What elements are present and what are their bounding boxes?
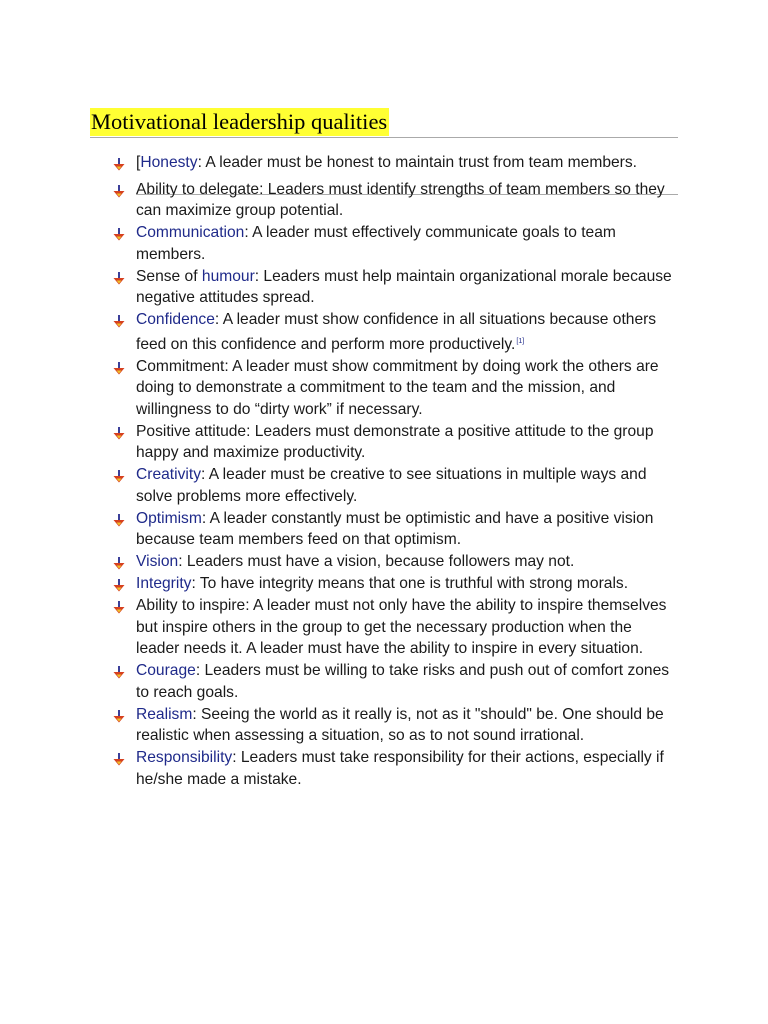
- item-text: : Leaders must help maintain organizational morale because negative attitudes spread.: [136, 267, 672, 306]
- down-arrow-bullet-icon: [113, 666, 125, 679]
- down-arrow-bullet-icon: [113, 555, 125, 568]
- list-item: [113, 551, 678, 573]
- down-arrow-bullet-icon: [113, 315, 125, 328]
- list-item: [113, 747, 678, 790]
- list-item: [113, 660, 678, 703]
- down-arrow-bullet-icon: [113, 185, 125, 198]
- item-term-link[interactable]: Optimism: [136, 509, 202, 527]
- item-term-link[interactable]: Vision: [136, 553, 179, 570]
- item-term-link[interactable]: Realism: [136, 705, 193, 723]
- down-arrow-bullet-icon: [113, 360, 125, 373]
- down-arrow-bullet-icon: [113, 664, 125, 677]
- down-arrow-bullet-icon: [113, 753, 125, 766]
- item-text: : A leader must be creative to see situations in multiple ways and solve problems more effectively.: [136, 466, 647, 505]
- item-term-link[interactable]: Communication: [136, 224, 245, 241]
- item-term-link[interactable]: Honesty: [140, 154, 198, 171]
- item-text: Ability to delegate: Leaders must identify strengths of team members so they can maximize group potential.: [136, 180, 665, 219]
- item-text: : A leader must effectively communicate goals to team members.: [136, 224, 616, 263]
- down-arrow-bullet-icon: [113, 468, 125, 481]
- item-text: : Leaders must be willing to take risks and push out of comfort zones to reach goals.: [136, 662, 670, 701]
- qualities-list: [113, 152, 678, 791]
- item-term-link[interactable]: Confidence: [136, 311, 215, 328]
- list-item: [113, 179, 678, 222]
- down-arrow-bullet-icon: [113, 156, 125, 169]
- down-arrow-bullet-icon: [113, 362, 125, 375]
- down-arrow-bullet-icon: [113, 427, 125, 440]
- item-term-link[interactable]: humour: [201, 267, 255, 285]
- down-arrow-bullet-icon: [113, 313, 125, 326]
- item-term-link[interactable]: Integrity: [136, 575, 192, 592]
- down-arrow-bullet-icon: [113, 158, 125, 171]
- item-text: Ability to inspire: A leader must not only have the ability to inspire themselves but inspire others in the group to get the necessary production when the leader needs it. A leader must have the ability to inspire in every situation.: [136, 597, 667, 657]
- list-item: [113, 222, 678, 265]
- item-text: : A leader must be honest to maintain trust from team members.: [197, 154, 637, 171]
- down-arrow-bullet-icon: [113, 710, 125, 723]
- down-arrow-bullet-icon: [113, 601, 125, 614]
- section-heading-rule: [90, 108, 678, 138]
- item-text: : A leader constantly must be optimistic and have a positive vision because team members feed on that optimism.: [136, 509, 654, 548]
- down-arrow-bullet-icon: [113, 514, 125, 527]
- item-text: : Leaders must have a vision, because followers may not.: [178, 553, 575, 570]
- list-item: [113, 595, 678, 660]
- item-term-link[interactable]: Courage: [136, 662, 196, 679]
- section-heading: Motivational leadership qualities: [91, 109, 388, 134]
- down-arrow-bullet-icon: [113, 708, 125, 721]
- item-text: : Seeing the world as it really is, not as it "should" be. One should be realistic when assessing a situation, so as to not sound irrational.: [136, 705, 664, 744]
- item-text: : Leaders must take responsibility for their actions, especially if he/she made a mistake.: [136, 749, 664, 788]
- down-arrow-bullet-icon: [113, 270, 125, 283]
- down-arrow-bullet-icon: [113, 228, 125, 241]
- list-item: [113, 356, 678, 421]
- item-text: : To have integrity means that one is truthful with strong morals.: [191, 575, 629, 592]
- down-arrow-bullet-icon: [113, 425, 125, 438]
- item-term-link[interactable]: Creativity: [136, 466, 201, 483]
- down-arrow-bullet-icon: [113, 512, 125, 525]
- citation-link[interactable]: [1]: [516, 337, 525, 345]
- down-arrow-bullet-icon: [113, 579, 125, 592]
- list-item: [113, 309, 678, 355]
- list-item: [113, 704, 678, 747]
- item-term-link[interactable]: Responsibility: [136, 749, 233, 766]
- list-item: [113, 421, 678, 464]
- item-text: Commitment: A leader must show commitment by doing work the others are doing to demonstrate a commitment to the team and the mission, and willingness to do “dirty work” if necessary.: [136, 357, 659, 418]
- down-arrow-bullet-icon: [113, 577, 125, 590]
- item-text: Positive attitude: Leaders must demonstrate a positive attitude to the group happy and maximize productivity.: [136, 422, 654, 461]
- item-text: : A leader must show confidence in all situations because others feed on this confidence and perform more productively.: [136, 311, 657, 353]
- list-item: [113, 464, 678, 507]
- item-prefix: [: [136, 154, 141, 171]
- down-arrow-bullet-icon: [113, 226, 125, 239]
- list-item: [113, 266, 678, 309]
- list-item: [113, 152, 678, 174]
- list-item: [113, 508, 678, 551]
- down-arrow-bullet-icon: [113, 470, 125, 483]
- down-arrow-bullet-icon: [113, 599, 125, 612]
- down-arrow-bullet-icon: [113, 557, 125, 570]
- list-item: [113, 573, 678, 595]
- down-arrow-bullet-icon: [113, 183, 125, 196]
- down-arrow-bullet-icon: [113, 751, 125, 764]
- item-prefix: Sense of: [136, 267, 202, 285]
- down-arrow-bullet-icon: [113, 272, 125, 285]
